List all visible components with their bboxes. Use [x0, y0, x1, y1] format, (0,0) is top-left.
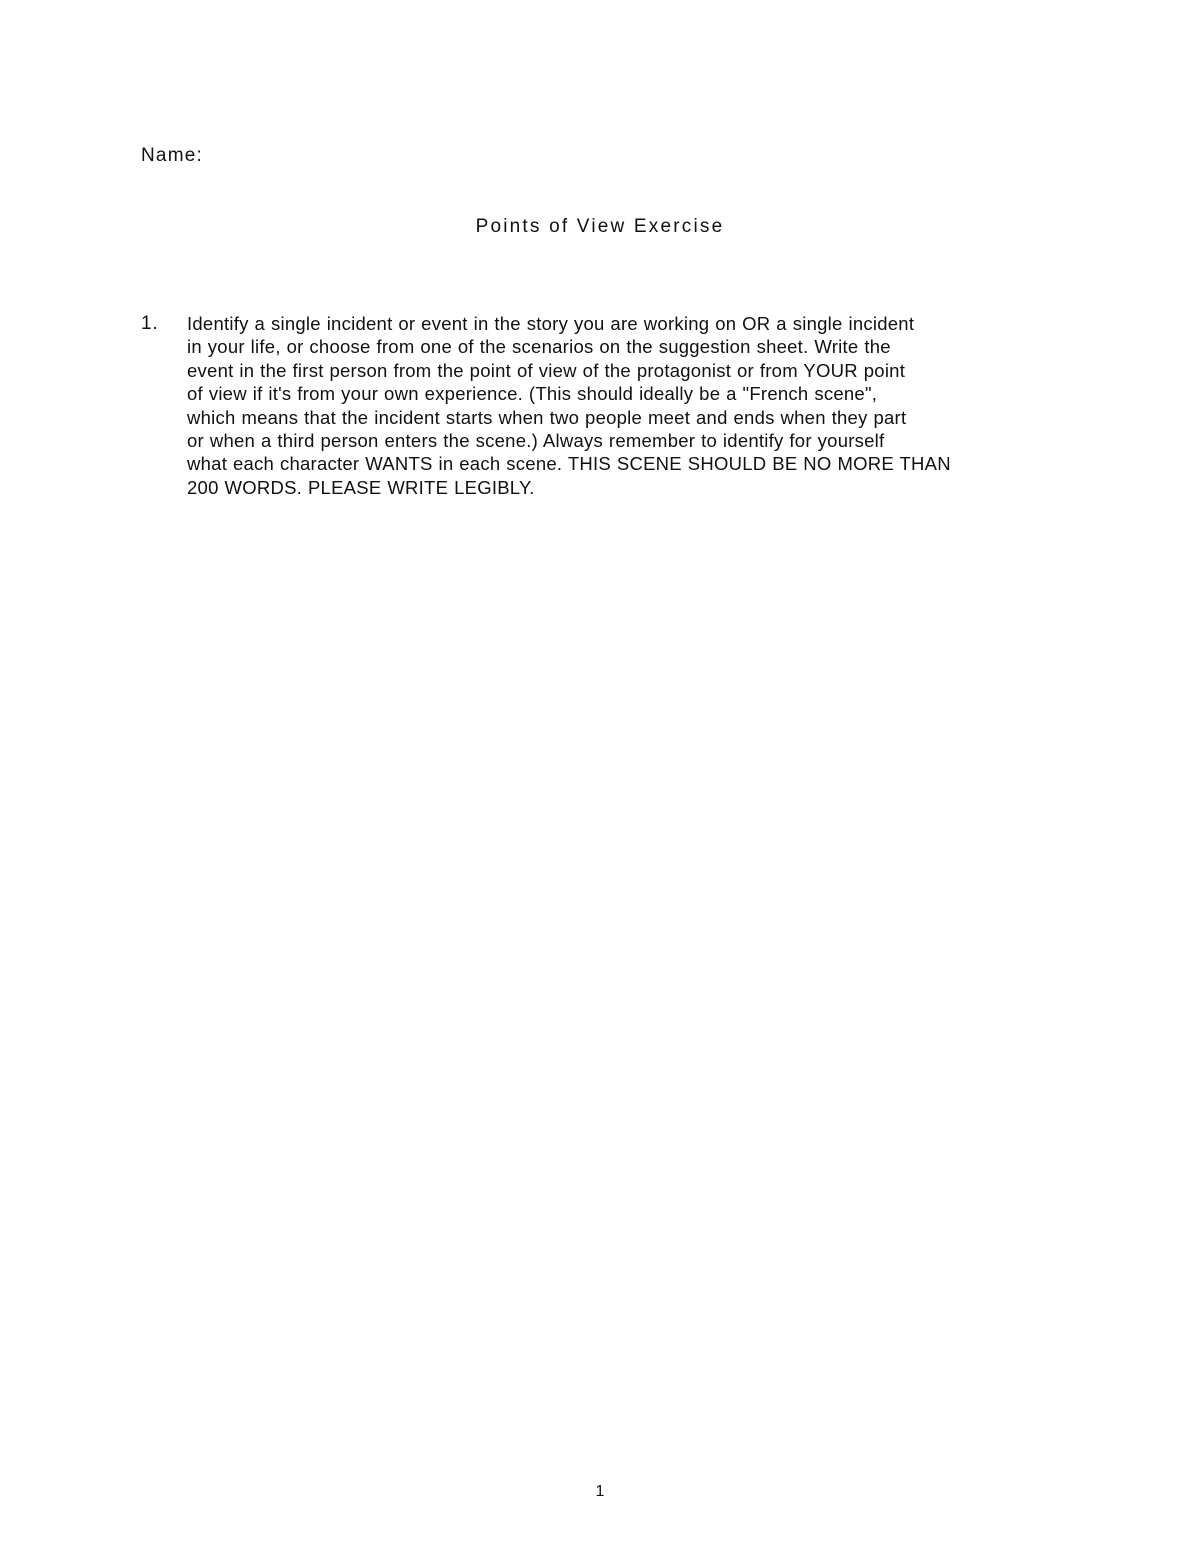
text-line: Identify a single incident or event in the story you are working on OR a single incident — [187, 313, 915, 334]
text-line: or when a third person enters the scene.) Always remember to identify for yourself — [187, 430, 885, 452]
page-title: Points of View Exercise — [475, 216, 725, 237]
text-line: 200 WORDS. PLEASE WRITE LEGIBLY. — [187, 476, 535, 498]
text-line: what each character WANTS in each scene. THIS SCENE SHOULD BE NO MORE THAN — [187, 453, 951, 475]
list-item-text — [187, 312, 1061, 499]
list-item-number: 1. — [141, 313, 159, 334]
page-number: 1 — [595, 1483, 605, 1500]
text-line: in your life, or choose from one of the scenarios on the suggestion sheet. Write the — [187, 336, 891, 358]
text-line: which means that the incident starts when two people meet and ends when they part — [187, 406, 907, 428]
text-line: event in the first person from the point of view of the protagonist or from YOUR point — [187, 359, 906, 381]
name-label: Name: — [141, 145, 203, 166]
text-line: of view if it's from your own experience. (This should ideally be a "French scene", — [187, 383, 878, 405]
